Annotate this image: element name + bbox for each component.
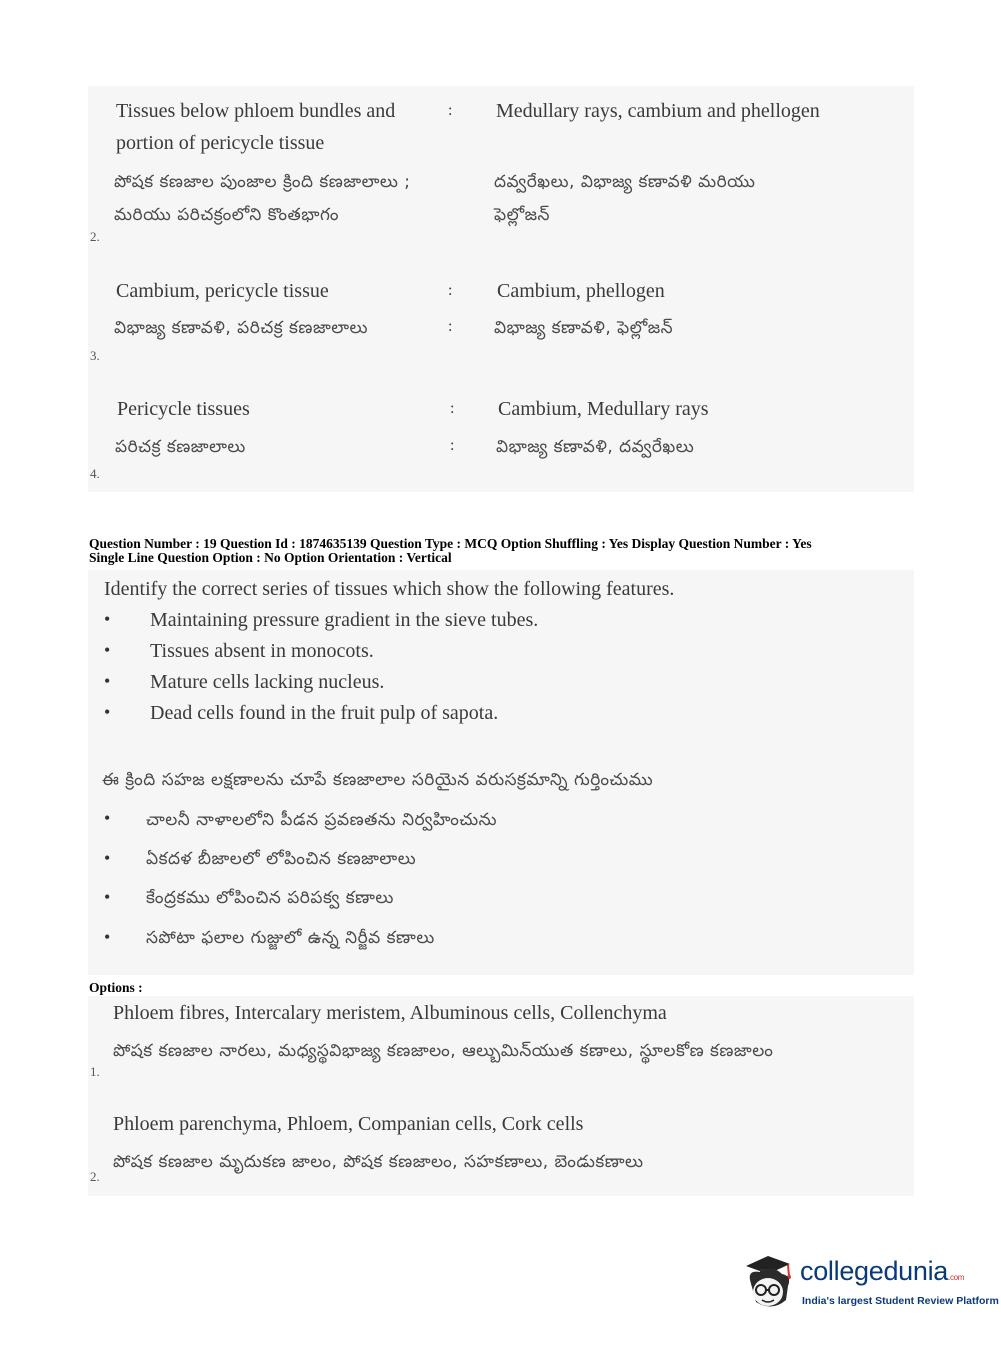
question-meta-line: Single Line Question Option : No Option Orientation : Vertical [89,550,452,565]
option-left-en: portion of pericycle tissue [116,132,325,154]
mascot-icon [742,1250,800,1314]
option-right-en: Cambium, phellogen [497,280,665,302]
option-number: 2. [90,229,100,244]
bullet: • [104,702,111,722]
question-stem-te: ఈ క్రింది సహజ లక్షణాలను చూపే కణజాలాల సరియైన వరుసక్రమాన్ని గుర్తించుము [102,770,654,790]
collegedunia-logo [742,1250,999,1320]
question-meta-line: Question Number : 19 Question Id : 1874635139 Question Type : MCQ Option Shuffling : Yes Display Question Number : Yes [89,536,812,551]
option-right-en: Cambium, Medullary rays [498,398,709,420]
colon: : [448,282,453,299]
question-bullet-te: కేంద్రకము లోపించిన పరిపక్వ కణాలు [146,888,394,908]
brand-name: collegedunia.com [800,1256,965,1286]
option-en: Phloem fibres, Intercalary meristem, Albuminous cells, Collenchyma [113,1002,667,1024]
bullet: • [104,671,111,691]
option-left-te: పరిచక్ర కణజాలాలు [115,437,246,457]
question-stem-en: Identify the correct series of tissues which show the following features. [104,578,675,600]
options-label: Options : [89,980,143,995]
question-bullet-en: Tissues absent in monocots. [150,640,374,662]
option-number: 2. [90,1169,100,1184]
bullet: • [104,927,111,947]
bullet: • [104,887,111,907]
colon: : [450,400,455,417]
option-right-en: Medullary rays, cambium and phellogen [496,100,820,122]
bullet: • [104,640,111,660]
option-left-te: పోషక కణజాల పుంజాల క్రింది కణజాలాలు ; [114,172,411,192]
bullet: • [104,808,111,828]
colon: : [448,318,453,335]
option-left-te: విభాజ్య కణావళి, పరిచక్ర కణజాలాలు [114,318,368,338]
option-left-en: Cambium, pericycle tissue [116,280,329,302]
option-left-en: Pericycle tissues [117,398,250,420]
question-bullet-te: సపోటా ఫలాల గుజ్జులో ఉన్న నిర్జీవ కణాలు [146,928,435,948]
question-bullet-te: చాలనీ నాళాలలోని పీడన ప్రవణతను నిర్వహించును [146,810,497,830]
option-te: పోషక కణజాల నారలు, మధ్యస్థవిభాజ్య కణజాలం, ఆల్బుమిన్‌యుత కణాలు, స్థూలకోణ కణజాలం [113,1041,774,1061]
option-number: 1. [90,1064,100,1079]
option-en: Phloem parenchyma, Phloem, Companian cells, Cork cells [113,1113,584,1135]
option-left-en: Tissues below phloem bundles and [116,100,396,122]
bullet: • [104,848,111,868]
option-number: 3. [90,348,100,363]
bullet: • [104,609,111,629]
colon: : [448,102,453,119]
question-bullet-en: Maintaining pressure gradient in the sieve tubes. [150,609,539,631]
question-bullet-te: ఏకదళ బీజాలలో లోపించిన కణజాలాలు [146,849,417,869]
brand-tagline: India's largest Student Review Platform [802,1295,999,1307]
option-number: 4. [90,466,100,481]
option-right-te: విభాజ్య కణావళి, దవ్వరేఖలు [496,437,695,457]
question-bullet-en: Dead cells found in the fruit pulp of sapota. [150,702,499,724]
question-bullet-en: Mature cells lacking nucleus. [150,671,385,693]
option-right-te: దవ్వరేఖలు, విభాజ్య కణావళి మరియు [494,172,756,192]
colon: : [450,437,455,454]
option-right-te: ఫెల్లోజన్ [494,205,550,225]
option-right-te: విభాజ్య కణావళి, ఫెల్లోజన్ [494,318,674,338]
option-te: పోషక కణజాల మృదుకణ జాలం, పోషక కణజాలం, సహకణాలు, బెండుకణాలు [113,1152,644,1172]
option-left-te: మరియు పరిచక్రంలోని కొంతభాగం [114,205,340,225]
